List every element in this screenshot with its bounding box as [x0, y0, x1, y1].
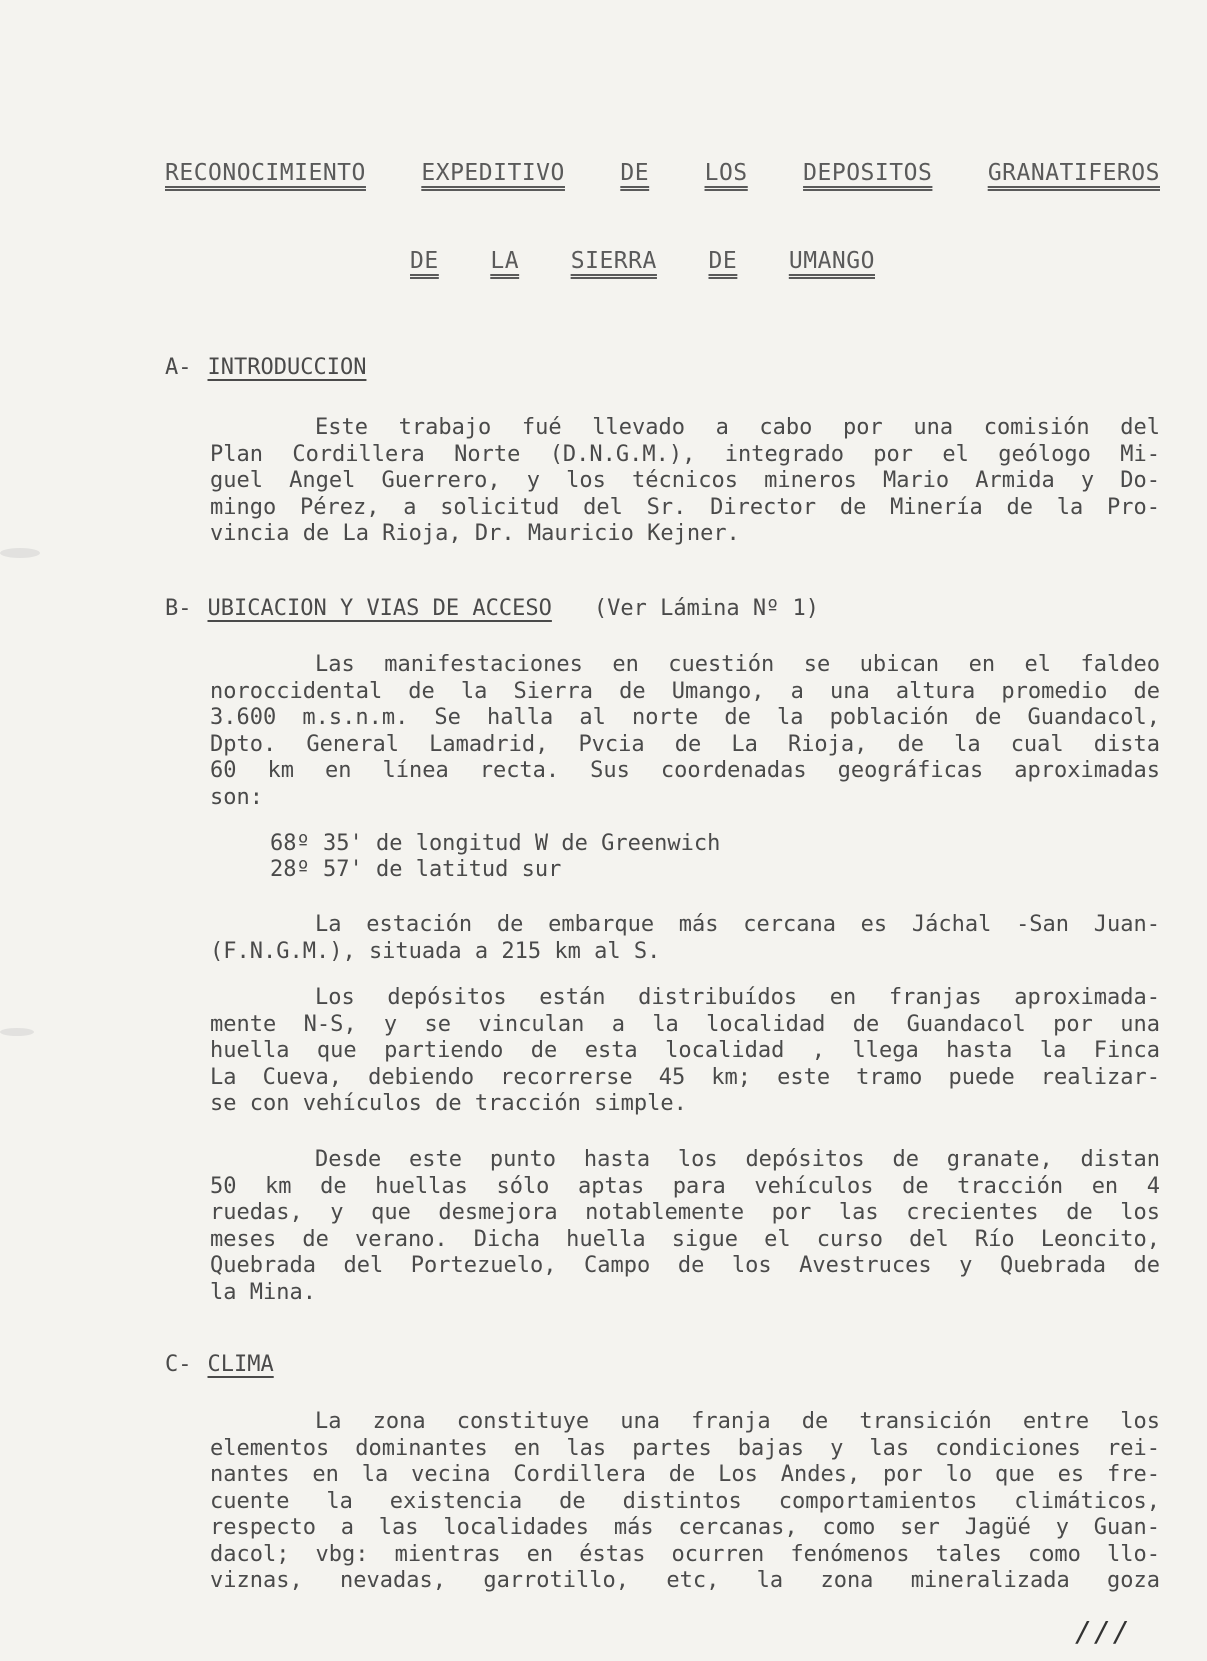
text-line: Quebrada del Portezuelo, Campo de los Avestruces y Quebrada de — [210, 1253, 1160, 1278]
text-line: La estación de embarque más cercana es Jáchal -San Juan- — [315, 912, 1160, 937]
text-line: Este trabajo fué llevado a cabo por una comisión del — [315, 415, 1160, 440]
text-line: (F.N.G.M.), situada a 215 km al S. — [210, 938, 661, 964]
section-b-paragraph-1 — [210, 652, 1160, 811]
text-line: meses de verano. Dicha huella sigue el curso del Río Leoncito, — [210, 1226, 1160, 1252]
section-title: CLIMA — [207, 1352, 274, 1377]
title-word: GRANATIFEROS — [987, 160, 1160, 186]
text-line: 60 km en línea recta. Sus coordenadas geográficas aproximadas — [210, 758, 1160, 783]
text-line: Dpto. General Lamadrid, Pvcia de La Rioja, de la cual dista — [210, 731, 1160, 757]
title-word: DE — [620, 160, 650, 186]
title-line-1 — [165, 160, 1160, 186]
title-word: DE — [410, 248, 439, 274]
text-line: Plan Cordillera Norte (D.N.G.M.), integrado por el geólogo Mi- — [210, 441, 1160, 467]
text-line: cuente la existencia de distintos comportamientos climáticos, — [210, 1488, 1160, 1514]
section-a-heading — [165, 355, 366, 380]
section-title: INTRODUCCION — [207, 355, 367, 380]
paper-smudge — [0, 548, 40, 558]
latitude-line: 28º 57' de latitud sur — [270, 857, 562, 882]
text-line: guel Angel Guerrero, y los técnicos mineros Mario Armida y Do- — [210, 468, 1160, 493]
title-line-2 — [410, 248, 875, 274]
page-continuation-mark: /// — [1075, 1615, 1132, 1648]
title-word: LA — [490, 248, 520, 274]
text-line: respecto a las localidades más cercanas, como ser Jagüé y Guan- — [210, 1515, 1160, 1540]
plate-reference: (Ver Lámina Nº 1) — [593, 596, 820, 621]
text-line: La zona constituye una franja de transición entre los — [315, 1409, 1160, 1434]
text-line: 3.600 m.s.n.m. Se halla al norte de la población de Guandacol, — [210, 705, 1160, 730]
text-line: noroccidental de la Sierra de Umango, a una altura promedio de — [210, 678, 1160, 704]
section-c-paragraph — [210, 1409, 1160, 1595]
text-line: nantes en la vecina Cordillera de Los Andes, por lo que es fre- — [210, 1462, 1160, 1487]
section-b-paragraph-3 — [210, 985, 1160, 1118]
text-line: ruedas, y que desmejora notablemente por las crecientes de los — [210, 1200, 1160, 1225]
text-line: mente N-S, y se vinculan a la localidad de Guandacol por una — [210, 1011, 1160, 1037]
text-line: se con vehículos de tracción simple. — [210, 1091, 687, 1116]
section-b-paragraph-2 — [210, 912, 1160, 965]
paper-smudge — [0, 1028, 34, 1036]
longitude-line: 68º 35' de longitud W de Greenwich — [270, 831, 721, 856]
section-letter: B- — [165, 596, 192, 621]
title-word: RECONOCIMIENTO — [165, 160, 366, 186]
title-word: SIERRA — [570, 248, 657, 274]
text-line: vincia de La Rioja, Dr. Mauricio Kejner. — [210, 521, 740, 546]
text-line: mingo Pérez, a solicitud del Sr. Director de Minería de la Pro- — [210, 494, 1160, 520]
title-word: LOS — [704, 160, 748, 186]
section-b-heading — [165, 596, 819, 621]
section-a-paragraph — [210, 415, 1160, 548]
text-line: son: — [210, 784, 263, 810]
text-line: 50 km de huellas sólo aptas para vehículos de tracción en 4 — [210, 1173, 1160, 1199]
section-b-paragraph-4 — [210, 1147, 1160, 1306]
title-word: UMANGO — [788, 248, 875, 274]
section-letter: A- — [165, 355, 192, 380]
text-line: Desde este punto hasta los depósitos de granate, distan — [315, 1147, 1160, 1172]
text-line: Las manifestaciones en cuestión se ubican en el faldeo — [315, 652, 1160, 677]
section-c-heading — [165, 1352, 274, 1377]
text-line: elementos dominantes en las partes bajas y las condiciones rei- — [210, 1435, 1160, 1461]
title-word: EXPEDITIVO — [421, 160, 565, 186]
title-word: DEPOSITOS — [803, 160, 933, 186]
text-line: dacol; vbg: mientras en éstas ocurren fenómenos tales como llo- — [210, 1541, 1160, 1567]
text-line: Los depósitos están distribuídos en franjas aproximada- — [315, 985, 1160, 1010]
text-line: viznas, nevadas, garrotillo, etc, la zona mineralizada goza — [210, 1568, 1160, 1593]
coordinates-block — [270, 831, 720, 883]
section-letter: C- — [165, 1352, 192, 1377]
section-title: UBICACION Y VIAS DE ACCESO — [207, 596, 552, 621]
title-word: DE — [708, 248, 738, 274]
text-line: La Cueva, debiendo recorrerse 45 km; este tramo puede realizar- — [210, 1064, 1160, 1090]
text-line: huella que partiendo de esta localidad , llega hasta la Finca — [210, 1038, 1160, 1063]
text-line: la Mina. — [210, 1279, 316, 1305]
